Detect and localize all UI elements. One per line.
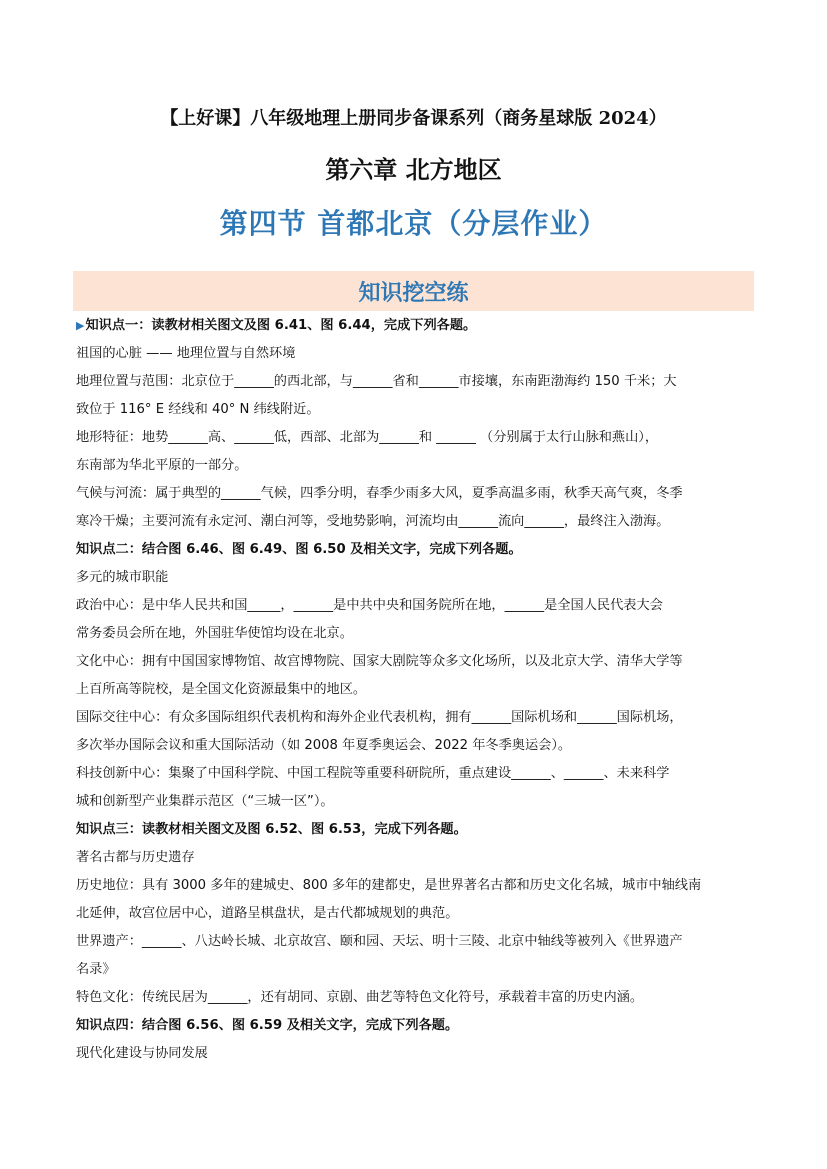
- line-text: 祖国的心脏 —— 地理位置与自然环境: [76, 346, 296, 361]
- line-text: 国际交往中心：有众多国际组织代表机构和海外企业代表机构，拥有______国际机场和______国际机场，: [76, 710, 683, 725]
- line-text: 多元的城市职能: [76, 570, 169, 585]
- section-banner: [73, 271, 754, 311]
- line-text: 上百所高等院校，是全国文化资源最集中的地区。: [76, 682, 367, 697]
- line-text: 历史地位：具有 3000 多年的建城史、800 多年的建都史，是世界著名古都和历史文化名城，城市中轴线南: [76, 878, 702, 893]
- chapter-title: 第六章 北方地区: [325, 156, 502, 184]
- line-text: 气候与河流：属于典型的______气候，四季分明，春季少雨多大风，夏季高温多雨，秋季天高气爽，冬季: [76, 486, 683, 501]
- line-text: 知识点三：读教材相关图文及图 6.52、图 6.53，完成下列各题。: [76, 822, 467, 837]
- text-line: [76, 564, 756, 592]
- text-line: [76, 872, 756, 900]
- section-title: 第四节 首都北京（分层作业）: [219, 207, 608, 240]
- text-line: [76, 844, 756, 872]
- text-line: [76, 340, 756, 368]
- text-line: [76, 592, 756, 620]
- triangle-marker-icon: ▶: [76, 319, 85, 332]
- text-line: [76, 368, 756, 396]
- line-text: 东南部为华北平原的一部分。: [76, 458, 248, 473]
- line-text: 知识点一：读教材相关图文及图 6.41、图 6.44，完成下列各题。: [85, 318, 477, 333]
- line-text: 寒冷干燥；主要河流有永定河、潮白河等，受地势影响，河流均由______流向______，最终注入渤海。: [76, 514, 670, 529]
- text-line: [76, 928, 756, 956]
- line-text: 名录》: [76, 962, 116, 977]
- text-line: [76, 900, 756, 928]
- line-text: 知识点四：结合图 6.56、图 6.59 及相关文字，完成下列各题。: [76, 1018, 459, 1033]
- line-text: 多次举办国际会议和重大国际活动（如 2008 年夏季奥运会、2022 年冬季奥运会）。: [76, 738, 572, 753]
- line-text: 著名古都与历史遗存: [76, 850, 195, 865]
- text-line: [76, 648, 756, 676]
- line-text: 特色文化：传统民居为______，还有胡同、京剧、曲艺等特色文化符号，承载着丰富的历史内涵。: [76, 990, 644, 1005]
- line-text: 知识点二：结合图 6.46、图 6.49、图 6.50 及相关文字，完成下列各题。: [76, 542, 522, 557]
- line-text: 地形特征：地势______高、______低，西部、北部为______和 ______ （分别属于太行山脉和燕山），: [76, 430, 659, 445]
- line-text: 科技创新中心：集聚了中国科学院、中国工程院等重要科研院所，重点建设______、______、未来科学: [76, 766, 670, 781]
- text-line: [76, 984, 756, 1012]
- knowledge-point-heading: [76, 312, 756, 340]
- line-text: 地理位置与范围：北京位于______的西北部，与______省和______市接壤，东南距渤海约 150 千米；大: [76, 374, 677, 389]
- text-line: [76, 508, 756, 536]
- banner-label: 知识挖空练: [358, 279, 469, 306]
- line-text: 现代化建设与协同发展: [76, 1046, 208, 1061]
- text-line: [76, 1040, 756, 1068]
- text-line: [76, 396, 756, 424]
- line-text: 致位于 116° E 经线和 40° N 纬线附近。: [76, 402, 320, 417]
- text-line: [76, 676, 756, 704]
- text-line: [76, 620, 756, 648]
- line-text: 北延伸，故宫位居中心，道路呈棋盘状，是古代都城规划的典范。: [76, 906, 459, 921]
- text-line: [76, 704, 756, 732]
- knowledge-point-heading: [76, 1012, 756, 1040]
- knowledge-point-heading: [76, 536, 756, 564]
- text-line: [76, 452, 756, 480]
- text-line: [76, 788, 756, 816]
- text-line: [76, 480, 756, 508]
- knowledge-point-heading: [76, 816, 756, 844]
- text-line: [76, 424, 756, 452]
- text-line: [76, 732, 756, 760]
- line-text: 常务委员会所在地，外国驻华使馆均设在北京。: [76, 626, 353, 641]
- line-text: 世界遗产：______、八达岭长城、北京故宫、颐和园、天坛、明十三陵、北京中轴线等被列入《世界遗产: [76, 934, 683, 949]
- text-line: [76, 956, 756, 984]
- document-body: [76, 312, 756, 1068]
- text-line: [76, 760, 756, 788]
- line-text: 文化中心：拥有中国国家博物馆、故宫博物院、国家大剧院等众多文化场所，以及北京大学、清华大学等: [76, 654, 683, 669]
- series-title: 【上好课】八年级地理上册同步备课系列（商务星球版 2024）: [160, 108, 667, 129]
- line-text: 城和创新型产业集群示范区（“三城一区”）。: [76, 794, 334, 809]
- line-text: 政治中心：是中华人民共和国_____，______是中共中央和国务院所在地，______是全国人民代表大会: [76, 598, 663, 613]
